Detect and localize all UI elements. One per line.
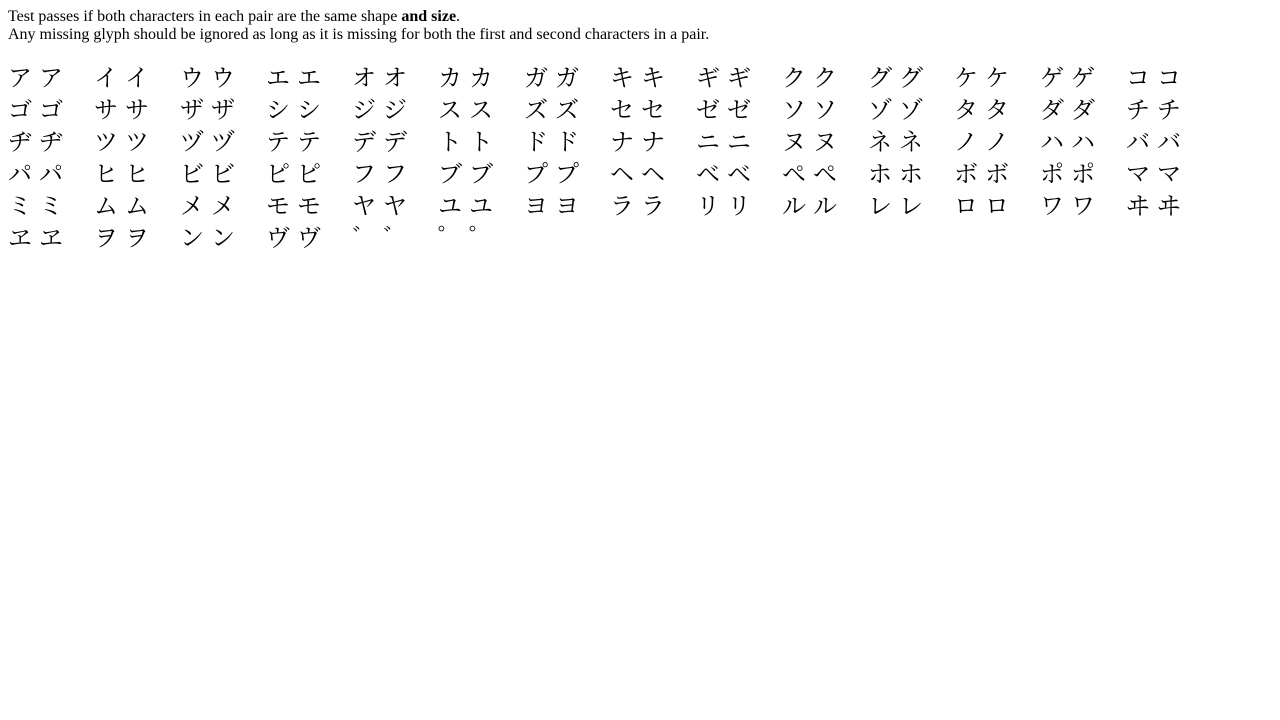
pair-second-char: テ — [297, 128, 321, 156]
pair-second-char: グ — [899, 64, 923, 92]
instruction-line-1 — [8, 8, 1272, 26]
pair-first-char: パ — [8, 160, 32, 188]
pair-first-char: ヒ — [94, 160, 118, 188]
pair-second-char: ピ — [297, 160, 321, 188]
pair-first-char: メ — [180, 192, 204, 220]
pair-first-char: プ — [524, 160, 548, 188]
pair-first-char: ン — [180, 224, 204, 252]
pair-first-char: サ — [94, 96, 118, 124]
pair-second-char: フ — [383, 160, 407, 188]
character-pair — [782, 158, 868, 190]
pair-first-char: リ — [696, 192, 720, 220]
pair-first-char: タ — [954, 96, 978, 124]
character-pair — [8, 190, 94, 222]
pair-first-char: イ — [94, 64, 118, 92]
pair-second-char: ザ — [211, 96, 235, 124]
pair-first-char: ピ — [266, 160, 290, 188]
character-pair — [352, 222, 438, 254]
pair-first-char: ビ — [180, 160, 204, 188]
pair-first-char: ジ — [352, 96, 376, 124]
pair-first-char: ノ — [954, 128, 978, 156]
pair-second-char: キ — [641, 64, 665, 92]
pair-second-char: ト — [469, 128, 493, 156]
character-pair — [94, 94, 180, 126]
pair-first-char: ギ — [696, 64, 720, 92]
pair-second-char: バ — [1157, 128, 1181, 156]
character-pair — [610, 158, 696, 190]
pair-second-char: ヒ — [125, 160, 149, 188]
pair-second-char: ク — [813, 64, 837, 92]
character-pair — [696, 190, 782, 222]
pair-second-char: ハ — [1071, 128, 1095, 156]
character-pair — [696, 94, 782, 126]
pair-first-char: ゜ — [438, 224, 462, 252]
character-pair — [1040, 190, 1126, 222]
character-pair — [868, 62, 954, 94]
character-pair — [954, 190, 1040, 222]
character-pair — [610, 126, 696, 158]
pair-second-char: セ — [641, 96, 665, 124]
pair-first-char: ロ — [954, 192, 978, 220]
character-pair — [266, 222, 352, 254]
pair-first-char: ゼ — [696, 96, 720, 124]
character-pair — [266, 62, 352, 94]
pair-first-char: ゴ — [8, 96, 32, 124]
character-pair — [696, 62, 782, 94]
pair-first-char: ト — [438, 128, 462, 156]
pair-first-char: ド — [524, 128, 548, 156]
pair-first-char: ハ — [1040, 128, 1064, 156]
character-pair — [524, 190, 610, 222]
pair-first-char: ホ — [868, 160, 892, 188]
pair-first-char: ヂ — [8, 128, 32, 156]
pair-first-char: ブ — [438, 160, 462, 188]
character-pair — [1126, 94, 1212, 126]
character-pair — [180, 158, 266, 190]
instructions — [8, 8, 1272, 44]
character-pair — [438, 126, 524, 158]
pair-second-char: ヱ — [39, 224, 63, 252]
pair-first-char: ヅ — [180, 128, 204, 156]
pair-first-char: フ — [352, 160, 376, 188]
character-pair — [954, 158, 1040, 190]
pair-second-char: ボ — [985, 160, 1009, 188]
pair-second-char: コ — [1157, 64, 1181, 92]
pair-first-char: ア — [8, 64, 32, 92]
character-pair — [352, 126, 438, 158]
pair-second-char: ペ — [813, 160, 837, 188]
pair-second-char: ヤ — [383, 192, 407, 220]
pair-first-char: ル — [782, 192, 806, 220]
pair-second-char: ゼ — [727, 96, 751, 124]
character-pair — [266, 158, 352, 190]
pair-first-char: ウ — [180, 64, 204, 92]
pair-second-char: ヰ — [1157, 192, 1181, 220]
pair-first-char: ザ — [180, 96, 204, 124]
character-pair — [266, 94, 352, 126]
character-pair — [8, 126, 94, 158]
pair-second-char: オ — [383, 64, 407, 92]
character-pair — [524, 62, 610, 94]
pair-first-char: モ — [266, 192, 290, 220]
pair-first-char: ク — [782, 64, 806, 92]
character-pair — [1040, 62, 1126, 94]
pair-second-char: ガ — [555, 64, 579, 92]
pair-second-char: ケ — [985, 64, 1009, 92]
pair-second-char: ヌ — [813, 128, 837, 156]
pair-first-char: セ — [610, 96, 634, 124]
pair-second-char: イ — [125, 64, 149, 92]
character-pair — [94, 126, 180, 158]
pair-first-char: キ — [610, 64, 634, 92]
character-pair — [524, 158, 610, 190]
character-pair — [180, 190, 266, 222]
pair-first-char: ヴ — [266, 224, 290, 252]
character-pair-grid — [8, 62, 1212, 254]
pair-second-char: カ — [469, 64, 493, 92]
character-pair — [782, 62, 868, 94]
character-pair — [180, 222, 266, 254]
pair-first-char: ラ — [610, 192, 634, 220]
pair-second-char: リ — [727, 192, 751, 220]
pair-second-char: シ — [297, 96, 321, 124]
character-pair — [696, 158, 782, 190]
character-pair — [8, 62, 94, 94]
pair-second-char: ヲ — [125, 224, 149, 252]
pair-first-char: ポ — [1040, 160, 1064, 188]
instruction-emphasis: and size — [401, 8, 457, 25]
pair-second-char: ゜ — [469, 224, 493, 252]
pair-first-char: ボ — [954, 160, 978, 188]
character-pair — [1040, 158, 1126, 190]
pair-second-char: ツ — [125, 128, 149, 156]
character-pair — [524, 94, 610, 126]
pair-first-char: ユ — [438, 192, 462, 220]
character-pair — [438, 94, 524, 126]
pair-first-char: エ — [266, 64, 290, 92]
pair-first-char: シ — [266, 96, 290, 124]
character-pair — [610, 62, 696, 94]
pair-first-char: ヰ — [1126, 192, 1150, 220]
test-page — [0, 0, 1280, 262]
pair-second-char: ア — [39, 64, 63, 92]
pair-second-char: ミ — [39, 192, 63, 220]
pair-second-char: ポ — [1071, 160, 1095, 188]
pair-first-char: レ — [868, 192, 892, 220]
character-pair — [352, 190, 438, 222]
pair-second-char: ズ — [555, 96, 579, 124]
pair-first-char: バ — [1126, 128, 1150, 156]
pair-first-char: ネ — [868, 128, 892, 156]
pair-first-char: ヤ — [352, 192, 376, 220]
pair-second-char: ニ — [727, 128, 751, 156]
pair-second-char: ソ — [813, 96, 837, 124]
character-pair — [868, 126, 954, 158]
pair-first-char: ケ — [954, 64, 978, 92]
pair-second-char: モ — [297, 192, 321, 220]
pair-second-char: ジ — [383, 96, 407, 124]
pair-second-char: マ — [1157, 160, 1181, 188]
character-pair — [438, 190, 524, 222]
character-pair — [782, 190, 868, 222]
pair-second-char: ユ — [469, 192, 493, 220]
character-pair — [438, 222, 524, 254]
character-pair — [94, 222, 180, 254]
pair-first-char: ヲ — [94, 224, 118, 252]
pair-second-char: チ — [1157, 96, 1181, 124]
pair-second-char: ノ — [985, 128, 1009, 156]
pair-first-char: ゲ — [1040, 64, 1064, 92]
character-pair — [1126, 62, 1212, 94]
pair-first-char: ヨ — [524, 192, 548, 220]
pair-second-char: ダ — [1071, 96, 1095, 124]
character-pair — [352, 94, 438, 126]
character-pair — [868, 158, 954, 190]
pair-second-char: ウ — [211, 64, 235, 92]
pair-second-char: ゾ — [899, 96, 923, 124]
pair-second-char: ナ — [641, 128, 665, 156]
pair-second-char: ヅ — [211, 128, 235, 156]
pair-first-char: ワ — [1040, 192, 1064, 220]
pair-first-char: カ — [438, 64, 462, 92]
pair-first-char: ツ — [94, 128, 118, 156]
character-pair — [438, 158, 524, 190]
character-pair — [8, 94, 94, 126]
pair-second-char: ネ — [899, 128, 923, 156]
pair-second-char: デ — [383, 128, 407, 156]
pair-first-char: ヌ — [782, 128, 806, 156]
pair-second-char: ド — [555, 128, 579, 156]
character-pair — [782, 126, 868, 158]
pair-second-char: ラ — [641, 192, 665, 220]
pair-first-char: ズ — [524, 96, 548, 124]
character-pair — [8, 222, 94, 254]
character-pair — [954, 126, 1040, 158]
pair-second-char: ブ — [469, 160, 493, 188]
pair-first-char: ニ — [696, 128, 720, 156]
character-pair — [1040, 126, 1126, 158]
pair-first-char: ベ — [696, 160, 720, 188]
character-pair — [782, 94, 868, 126]
instruction-line-1-start: Test passes if both characters in each pair are the same shape — [8, 8, 402, 25]
character-pair — [94, 62, 180, 94]
character-pair — [94, 158, 180, 190]
pair-second-char: ヘ — [641, 160, 665, 188]
character-pair — [610, 190, 696, 222]
pair-first-char: ダ — [1040, 96, 1064, 124]
pair-second-char: ム — [125, 192, 149, 220]
pair-first-char: ム — [94, 192, 118, 220]
character-pair — [954, 62, 1040, 94]
character-pair — [266, 190, 352, 222]
pair-first-char: ヘ — [610, 160, 634, 188]
pair-first-char: ゛ — [352, 224, 376, 252]
pair-first-char: コ — [1126, 64, 1150, 92]
character-pair — [868, 94, 954, 126]
pair-second-char: サ — [125, 96, 149, 124]
pair-second-char: ビ — [211, 160, 235, 188]
character-pair — [352, 62, 438, 94]
pair-second-char: ゛ — [383, 224, 407, 252]
character-pair — [1126, 126, 1212, 158]
pair-first-char: ス — [438, 96, 462, 124]
pair-second-char: ゲ — [1071, 64, 1095, 92]
pair-second-char: メ — [211, 192, 235, 220]
character-pair — [1040, 94, 1126, 126]
character-pair — [8, 158, 94, 190]
pair-second-char: ホ — [899, 160, 923, 188]
pair-second-char: レ — [899, 192, 923, 220]
character-pair — [438, 62, 524, 94]
character-pair — [1126, 190, 1212, 222]
character-pair — [352, 158, 438, 190]
pair-second-char: ロ — [985, 192, 1009, 220]
pair-second-char: ゴ — [39, 96, 63, 124]
pair-second-char: ヂ — [39, 128, 63, 156]
character-pair — [1126, 158, 1212, 190]
pair-second-char: プ — [555, 160, 579, 188]
character-pair — [954, 94, 1040, 126]
pair-first-char: ヱ — [8, 224, 32, 252]
character-pair — [696, 126, 782, 158]
instruction-line-2: Any missing glyph should be ignored as long as it is missing for both the first and second characters in a pair. — [8, 26, 710, 43]
pair-second-char: タ — [985, 96, 1009, 124]
instruction-line-1-end: . — [456, 8, 461, 25]
character-pair — [610, 94, 696, 126]
pair-second-char: ヨ — [555, 192, 579, 220]
pair-first-char: オ — [352, 64, 376, 92]
character-pair — [868, 190, 954, 222]
pair-first-char: ミ — [8, 192, 32, 220]
pair-second-char: ギ — [727, 64, 751, 92]
pair-first-char: ペ — [782, 160, 806, 188]
pair-second-char: ワ — [1071, 192, 1095, 220]
character-pair — [180, 62, 266, 94]
pair-second-char: パ — [39, 160, 63, 188]
character-pair — [180, 94, 266, 126]
pair-second-char: ス — [469, 96, 493, 124]
character-pair — [180, 126, 266, 158]
pair-first-char: マ — [1126, 160, 1150, 188]
pair-first-char: ゾ — [868, 96, 892, 124]
pair-second-char: ン — [211, 224, 235, 252]
pair-first-char: ナ — [610, 128, 634, 156]
character-pair — [266, 126, 352, 158]
pair-first-char: ソ — [782, 96, 806, 124]
pair-second-char: ヴ — [297, 224, 321, 252]
character-pair — [524, 126, 610, 158]
pair-first-char: グ — [868, 64, 892, 92]
pair-second-char: ル — [813, 192, 837, 220]
pair-first-char: ガ — [524, 64, 548, 92]
pair-first-char: デ — [352, 128, 376, 156]
pair-first-char: チ — [1126, 96, 1150, 124]
character-pair — [94, 190, 180, 222]
pair-second-char: エ — [297, 64, 321, 92]
pair-first-char: テ — [266, 128, 290, 156]
pair-second-char: ベ — [727, 160, 751, 188]
